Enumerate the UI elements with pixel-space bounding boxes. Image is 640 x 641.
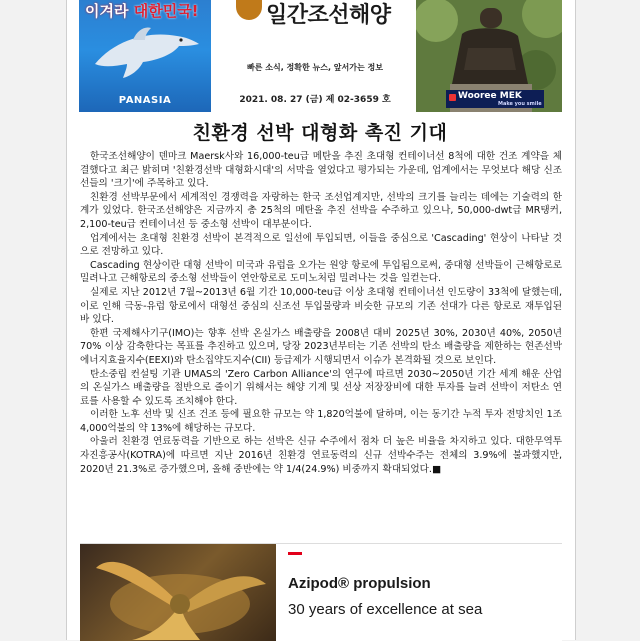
- article-body: [80, 150, 562, 476]
- article-paragraph: 아울러 친환경 연료동력을 기반으로 하는 선박은 신규 수주에서 점차 더 높은 비율을 차지하고 있다. 대한무역투자진흥공사(KOTRA)에 따르면 지난 2016년 친환경 연료동력의 신규 선박수주는 전체의 3.9%에 불과했지만, 2020년 21.3%로 증가했으며, 올해 중반에는 약 1/4(24.9%) 비중까지 확대되었다.■: [80, 436, 562, 475]
- article-paragraph: 실제로 지난 2012년 7월~2013년 6월 기간 10,000-teu급 이상 초대형 컨테이너선 인도량이 33척에 달했는데, 이로 인해 극동-유럽 항로에서 대형선 중심의 신조선 투입물량과 비슷한 규모의 기존 선대가 다른 항로로 재투입된 바 있다.: [80, 286, 562, 326]
- propeller-photo: [80, 544, 276, 641]
- article-paragraph: 업계에서는 초대형 친환경 선박이 본격적으로 일선에 투입되면, 이들을 중심으로 'Cascading' 현상이 나타날 것으로 전망하고 있다.: [80, 232, 562, 258]
- article-paragraph: Cascading 현상이란 대형 선박이 미국과 유럽을 오가는 원양 항로에 투입됨으로써, 중대형 선박들이 근해항로로 밀려나고 근해항로의 중소형 선박들이 연안항로로 도미노처럼 밀려나는 것을 일컫는다.: [80, 259, 562, 285]
- wooree-banner[interactable]: [416, 0, 562, 112]
- issue-date: 2021. 08. 27 (금) 제 02-3659 호: [239, 95, 391, 105]
- masthead-tagline: 빠른 소식, 정확한 뉴스, 앞서가는 정보: [247, 63, 383, 72]
- article-paragraph: 한국조선해양이 덴마크 Maersk사와 16,000-teu급 메탄올 추진 초대형 컨테이너선 8척에 대한 건조 계약을 체결했다고 최근 밝히며 '친환경선박 대형화시대'의 서막을 열었다고 평가되는 가운데, 업계에서는 무엇보다 해당 신조선들의 '크기'에 주목하고 있다.: [80, 151, 562, 190]
- masthead-title: 일간조선해양: [266, 3, 391, 28]
- dolphin-image: [93, 24, 201, 86]
- wooree-logo: Wooree MEK Make you smile: [446, 90, 544, 108]
- article-headline: 친환경 선박 대형화 촉진 기대: [192, 122, 448, 144]
- propeller-image: [80, 544, 276, 641]
- article-paragraph: 탄소중립 컨설팅 기관 UMAS의 'Zero Carbon Alliance'의 연구에 따르면 2030~2050년 기간 세계 해운 산업의 온실가스 배출량을 절반으로 줄이기 위해서는 해양 기계 및 선상 저장장비에 대한 투자를 늘려 선박이 저탄소 연료를 사용할 수 있도록 조치해야 한다.: [80, 368, 562, 407]
- panasia-logo: PANASIA: [118, 95, 172, 106]
- ad-title: Azipod® propulsion: [288, 575, 431, 592]
- article-paragraph: 이러한 노후 선박 및 신조 건조 등에 필요한 규모는 약 1,820억불에 달하며, 이는 동기간 누적 투자 전망치인 1조 4,000억불의 약 13%에 해당하는 규모다.: [80, 409, 562, 434]
- panasia-banner[interactable]: [79, 0, 211, 112]
- masthead: [214, 0, 416, 112]
- ad-accent-rule: [288, 552, 302, 555]
- article-paragraph: 친환경 선박부문에서 세계적인 경쟁력을 자랑하는 한국 조선업계지만, 선박의 크기를 늘리는 데에는 기술력의 한계가 있었다. 한국조선해양은 지금까지 총 25척의 메탄올 추진 선박을 수주하고 있으나, 50,000-dwt급 MR탱커, 2,100-teu급 컨테이너선 등 중소형 선박이 대부분이다.: [80, 191, 562, 230]
- azipod-advertisement[interactable]: [80, 543, 562, 641]
- banner-slogan: 이겨라 대한민국!: [85, 2, 199, 20]
- masthead-logo-icon: [236, 0, 262, 20]
- flag-icon: [449, 94, 456, 101]
- ad-subtitle: 30 years of excellence at sea: [288, 601, 483, 618]
- article-paragraph: 한편 국제해사기구(IMO)는 향후 선박 온실가스 배출량을 2008년 대비 2025년 30%, 2030년 40%, 2050년 70% 이상 감축한다는 목표를 추진하고 있으며, 당장 2023년부터는 기존 선박의 탄소 배출량을 제한하는 현존선박에너지효율지수(EEXI)와 탄소집약도지수(CII) 등급제가 시행되면서 이슈가 본격화될 것으로 보인다.: [80, 327, 562, 366]
